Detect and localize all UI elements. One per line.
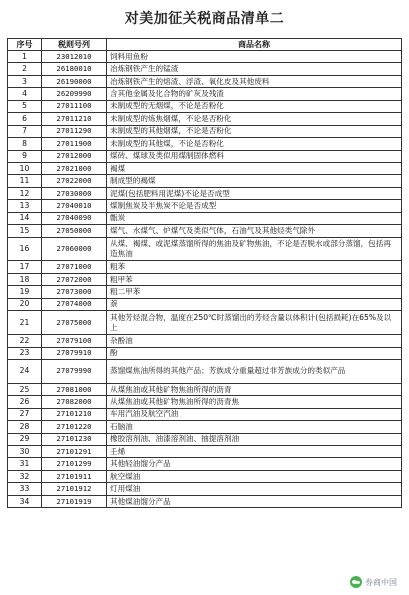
- watermark-text: 券商中国: [365, 577, 397, 587]
- row-product-name: 煤制焦炭及半焦炭不论是否成型: [107, 200, 402, 212]
- row-serial-number: 8: [8, 138, 42, 150]
- table-row: [8, 138, 402, 150]
- row-serial-number: 25: [8, 383, 42, 395]
- header-tariff-code: 税则号列: [42, 39, 107, 51]
- row-product-name: 蒸馏煤焦油所得的其他产品；芳族成分重量超过非芳族成分的类似产品: [107, 359, 402, 383]
- table-row: [8, 237, 402, 261]
- row-serial-number: 17: [8, 261, 42, 273]
- row-tariff-code: 27072000: [42, 273, 107, 285]
- table-row: [8, 421, 402, 433]
- row-product-name: 甑炭: [107, 212, 402, 224]
- row-tariff-code: 27079990: [42, 359, 107, 383]
- row-tariff-code: 27101291: [42, 446, 107, 458]
- row-serial-number: 27: [8, 408, 42, 420]
- row-serial-number: 12: [8, 187, 42, 199]
- row-serial-number: 10: [8, 162, 42, 174]
- row-tariff-code: 27101220: [42, 421, 107, 433]
- row-tariff-code: 27050000: [42, 225, 107, 237]
- row-product-name: 其他芳烃混合物，温度在250℃时蒸馏出的芳烃含量以体积计(包括损耗)在65%及以上: [107, 311, 402, 335]
- row-tariff-code: 27021000: [42, 162, 107, 174]
- row-product-name: 冶炼钢铁产生的熔渣、浮渣、氧化皮及其他废料: [107, 75, 402, 87]
- row-serial-number: 7: [8, 125, 42, 137]
- row-tariff-code: 27011290: [42, 125, 107, 137]
- row-tariff-code: 23012010: [42, 51, 107, 63]
- table-row: [8, 359, 402, 383]
- row-product-name: 从煤、褐煤、或泥煤蒸馏所得的焦油及矿物焦油，不论是否脱水或部分蒸馏，包括再造焦油: [107, 237, 402, 261]
- table-row: [8, 495, 402, 507]
- table-row: [8, 298, 402, 310]
- row-product-name: 饲料用鱼粉: [107, 51, 402, 63]
- row-serial-number: 15: [8, 225, 42, 237]
- row-serial-number: 11: [8, 175, 42, 187]
- table-row: [8, 396, 402, 408]
- row-serial-number: 22: [8, 335, 42, 347]
- row-product-name: 未制成型的其他烟煤，不论是否粉化: [107, 125, 402, 137]
- row-tariff-code: 27030000: [42, 187, 107, 199]
- row-product-name: 航空煤油: [107, 470, 402, 482]
- row-product-name: 其他煤油馏分产品: [107, 495, 402, 507]
- table-row: [8, 383, 402, 395]
- row-product-name: 粗二甲苯: [107, 286, 402, 298]
- table-row: [8, 51, 402, 63]
- row-product-name: 其他轻油馏分产品: [107, 458, 402, 470]
- page-title: 对美加征关税商品清单二: [124, 11, 285, 27]
- row-tariff-code: 27074000: [42, 298, 107, 310]
- row-serial-number: 23: [8, 347, 42, 359]
- row-tariff-code: 27101299: [42, 458, 107, 470]
- row-serial-number: 1: [8, 51, 42, 63]
- table-header-row: [8, 39, 402, 51]
- row-tariff-code: 27079910: [42, 347, 107, 359]
- row-tariff-code: 26190000: [42, 75, 107, 87]
- row-product-name: 泥煤(包括肥料用泥煤)不论是否成型: [107, 187, 402, 199]
- row-serial-number: 13: [8, 200, 42, 212]
- table-row: [8, 408, 402, 420]
- table-body: [8, 51, 402, 508]
- row-tariff-code: 27011210: [42, 113, 107, 125]
- row-serial-number: 24: [8, 359, 42, 383]
- row-product-name: 从煤焦油或其他矿物焦油所得的沥青: [107, 383, 402, 395]
- row-product-name: 煤气、水煤气、炉煤气及类似气体，石油气及其他烃类气除外: [107, 225, 402, 237]
- table-row: [8, 273, 402, 285]
- row-serial-number: 34: [8, 495, 42, 507]
- row-serial-number: 14: [8, 212, 42, 224]
- row-tariff-code: 27012000: [42, 150, 107, 162]
- table-row: [8, 100, 402, 112]
- table-row: [8, 470, 402, 482]
- row-product-name: 粗甲苯: [107, 273, 402, 285]
- header-serial-number: 序号: [8, 39, 42, 51]
- row-serial-number: 2: [8, 63, 42, 75]
- row-tariff-code: 27073000: [42, 286, 107, 298]
- table-row: [8, 446, 402, 458]
- wechat-icon: [350, 576, 362, 588]
- row-product-name: 粗苯: [107, 261, 402, 273]
- row-serial-number: 4: [8, 88, 42, 100]
- table-row: [8, 261, 402, 273]
- table-row: [8, 63, 402, 75]
- row-product-name: 未制成型的炼焦烟煤，不论是否粉化: [107, 113, 402, 125]
- table-row: [8, 335, 402, 347]
- row-product-name: 橡胶溶剂油、油漆溶剂油、抽提溶剂油: [107, 433, 402, 445]
- row-product-name: 杂酚油: [107, 335, 402, 347]
- row-serial-number: 18: [8, 273, 42, 285]
- row-product-name: 车用汽油及航空汽油: [107, 408, 402, 420]
- tariff-list-table: [7, 38, 402, 508]
- table-row: [8, 75, 402, 87]
- row-tariff-code: 27101230: [42, 433, 107, 445]
- row-serial-number: 30: [8, 446, 42, 458]
- row-tariff-code: 27075000: [42, 311, 107, 335]
- table-row: [8, 483, 402, 495]
- row-serial-number: 31: [8, 458, 42, 470]
- row-tariff-code: 27101210: [42, 408, 107, 420]
- header-product-name: 商品名称: [107, 39, 402, 51]
- table-row: [8, 187, 402, 199]
- row-tariff-code: 27060000: [42, 237, 107, 261]
- row-serial-number: 3: [8, 75, 42, 87]
- table-row: [8, 113, 402, 125]
- row-serial-number: 9: [8, 150, 42, 162]
- row-serial-number: 28: [8, 421, 42, 433]
- row-tariff-code: 27101912: [42, 483, 107, 495]
- row-tariff-code: 27101911: [42, 470, 107, 482]
- table-row: [8, 212, 402, 224]
- row-tariff-code: 27079100: [42, 335, 107, 347]
- table-row: [8, 433, 402, 445]
- row-product-name: 煤砖、煤球及类似用煤制固体燃料: [107, 150, 402, 162]
- row-tariff-code: 27040010: [42, 200, 107, 212]
- row-serial-number: 29: [8, 433, 42, 445]
- row-product-name: 石脑油: [107, 421, 402, 433]
- row-product-name: 未制成型的其他煤，不论是否粉化: [107, 138, 402, 150]
- table-row: [8, 200, 402, 212]
- table-row: [8, 458, 402, 470]
- table-row: [8, 311, 402, 335]
- row-serial-number: 32: [8, 470, 42, 482]
- table-row: [8, 88, 402, 100]
- row-product-name: 含其他金属及化合物的矿灰及残渣: [107, 88, 402, 100]
- row-product-name: 壬烯: [107, 446, 402, 458]
- row-tariff-code: 27011100: [42, 100, 107, 112]
- row-product-name: 制成型的褐煤: [107, 175, 402, 187]
- table-row: [8, 175, 402, 187]
- row-tariff-code: 27011900: [42, 138, 107, 150]
- row-product-name: 萘: [107, 298, 402, 310]
- row-serial-number: 21: [8, 311, 42, 335]
- row-tariff-code: 27071000: [42, 261, 107, 273]
- row-tariff-code: 26209990: [42, 88, 107, 100]
- table-row: [8, 150, 402, 162]
- row-tariff-code: 26180010: [42, 63, 107, 75]
- table-row: [8, 125, 402, 137]
- row-serial-number: 16: [8, 237, 42, 261]
- row-tariff-code: 27101919: [42, 495, 107, 507]
- row-serial-number: 5: [8, 100, 42, 112]
- row-product-name: 褐煤: [107, 162, 402, 174]
- table-row: [8, 225, 402, 237]
- row-product-name: 冶炼钢铁产生的锰渣: [107, 63, 402, 75]
- watermark: [348, 575, 399, 589]
- row-product-name: 酚: [107, 347, 402, 359]
- table-row: [8, 347, 402, 359]
- row-product-name: 从煤焦油或其他矿物焦油所得的沥青焦: [107, 396, 402, 408]
- row-product-name: 灯用煤油: [107, 483, 402, 495]
- row-tariff-code: 27081000: [42, 383, 107, 395]
- row-serial-number: 20: [8, 298, 42, 310]
- row-serial-number: 26: [8, 396, 42, 408]
- row-serial-number: 6: [8, 113, 42, 125]
- row-product-name: 未制成型的无烟煤，不论是否粉化: [107, 100, 402, 112]
- row-tariff-code: 27040090: [42, 212, 107, 224]
- row-tariff-code: 27022000: [42, 175, 107, 187]
- row-serial-number: 33: [8, 483, 42, 495]
- row-serial-number: 19: [8, 286, 42, 298]
- table-row: [8, 162, 402, 174]
- row-tariff-code: 27082000: [42, 396, 107, 408]
- table-row: [8, 286, 402, 298]
